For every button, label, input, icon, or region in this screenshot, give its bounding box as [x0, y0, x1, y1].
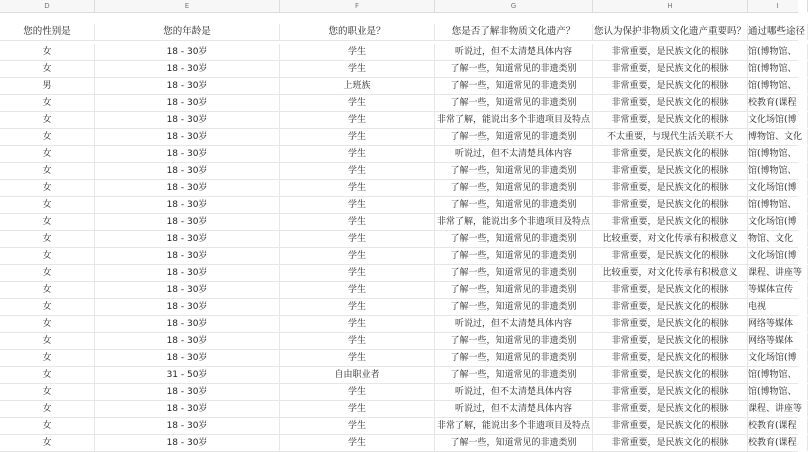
cell-channel[interactable]: 校教育(课程	[748, 435, 808, 451]
header-age[interactable]: 您的年龄是	[95, 24, 280, 40]
cell-job[interactable]: 学生	[280, 418, 435, 434]
cell-know[interactable]: 了解一些，知道常见的非遗类别	[435, 180, 593, 196]
cell-importance[interactable]: 非常重要，是民族文化的根脉	[593, 146, 748, 162]
column-letter-f[interactable]: F	[280, 0, 435, 12]
cell-age[interactable]: 18 - 30岁	[95, 129, 280, 145]
cell-age[interactable]: 18 - 30岁	[95, 61, 280, 77]
cell-know[interactable]: 了解一些，知道常见的非遗类别	[435, 95, 593, 111]
cell-age[interactable]: 18 - 30岁	[95, 197, 280, 213]
cell-channel[interactable]: 馆(博物馆、	[748, 367, 808, 383]
cell-importance[interactable]: 非常重要，是民族文化的根脉	[593, 384, 748, 400]
cell-gender[interactable]: 女	[0, 265, 95, 281]
cell-know[interactable]: 了解一些，知道常见的非遗类别	[435, 265, 593, 281]
cell-importance[interactable]: 非常重要，是民族文化的根脉	[593, 214, 748, 230]
column-letter-i[interactable]: I	[748, 0, 808, 12]
cell-age[interactable]: 18 - 30岁	[95, 299, 280, 315]
table-row	[0, 350, 798, 367]
cell-job[interactable]: 学生	[280, 350, 435, 366]
cell-job[interactable]: 学生	[280, 214, 435, 230]
cell-gender[interactable]: 女	[0, 95, 95, 111]
cell-importance[interactable]: 非常重要，是民族文化的根脉	[593, 367, 748, 383]
cell-importance[interactable]: 比较重要，对文化传承有积极意义	[593, 231, 748, 247]
cell-gender[interactable]: 女	[0, 112, 95, 128]
cell-importance[interactable]: 非常重要，是民族文化的根脉	[593, 95, 748, 111]
cell-job[interactable]: 自由职业者	[280, 367, 435, 383]
cell-channel[interactable]: 电视	[748, 299, 808, 315]
cell-channel[interactable]: 馆(博物馆、	[748, 163, 808, 179]
cell-gender[interactable]: 女	[0, 61, 95, 77]
cell-know[interactable]: 了解一些，知道常见的非遗类别	[435, 78, 593, 94]
cell-importance[interactable]: 非常重要，是民族文化的根脉	[593, 350, 748, 366]
cell-gender[interactable]: 女	[0, 146, 95, 162]
cell-job[interactable]: 学生	[280, 282, 435, 298]
cell-know[interactable]: 了解一些，知道常见的非遗类别	[435, 350, 593, 366]
cell-age[interactable]: 18 - 30岁	[95, 44, 280, 60]
cell-job[interactable]: 学生	[280, 333, 435, 349]
table-row	[0, 214, 798, 231]
cell-job[interactable]: 学生	[280, 180, 435, 196]
cell-gender[interactable]: 女	[0, 163, 95, 179]
cell-age[interactable]: 18 - 30岁	[95, 265, 280, 281]
cell-know[interactable]: 听说过，但不太清楚具体内容	[435, 384, 593, 400]
table-row	[0, 401, 803, 418]
cell-job[interactable]: 学生	[280, 231, 435, 247]
cell-gender[interactable]: 女	[0, 231, 95, 247]
cell-know[interactable]: 了解一些，知道常见的非遗类别	[435, 299, 593, 315]
cell-age[interactable]: 18 - 30岁	[95, 112, 280, 128]
column-letter-g[interactable]: G	[435, 0, 593, 12]
cell-importance[interactable]: 非常重要，是民族文化的根脉	[593, 78, 748, 94]
cell-importance[interactable]: 非常重要，是民族文化的根脉	[593, 112, 748, 128]
cell-age[interactable]: 18 - 30岁	[95, 231, 280, 247]
cell-job[interactable]: 学生	[280, 61, 435, 77]
cell-know[interactable]: 非常了解，能说出多个非遗项目及特点	[435, 214, 593, 230]
cell-channel[interactable]: 馆(博物馆、	[748, 44, 808, 60]
cell-importance[interactable]: 非常重要，是民族文化的根脉	[593, 61, 748, 77]
cell-know[interactable]: 了解一些，知道常见的非遗类别	[435, 163, 593, 179]
cell-channel[interactable]: 博物馆、文化	[748, 129, 808, 145]
cell-channel[interactable]: 文化场馆(博	[748, 350, 808, 366]
cell-know[interactable]: 非常了解，能说出多个非遗项目及特点	[435, 112, 593, 128]
cell-know[interactable]: 了解一些，知道常见的非遗类别	[435, 282, 593, 298]
cell-age[interactable]: 18 - 30岁	[95, 418, 280, 434]
cell-channel[interactable]: 馆(博物馆、	[748, 78, 808, 94]
cell-gender[interactable]: 男	[0, 78, 95, 94]
cell-gender[interactable]: 女	[0, 248, 95, 264]
table-row	[0, 180, 798, 197]
header-gender[interactable]: 您的性别是	[0, 24, 95, 40]
cell-channel[interactable]: 课程、讲座等	[748, 265, 808, 281]
cell-age[interactable]: 18 - 30岁	[95, 384, 280, 400]
cell-gender[interactable]: 女	[0, 214, 95, 230]
cell-job[interactable]: 学生	[280, 384, 435, 400]
cell-channel[interactable]: 馆(博物馆、	[748, 61, 808, 77]
cell-channel[interactable]: 校教育(课程	[748, 418, 808, 434]
cell-importance[interactable]: 非常重要，是民族文化的根脉	[593, 44, 748, 60]
cell-know[interactable]: 听说过，但不太清楚具体内容	[435, 44, 593, 60]
cell-channel[interactable]: 馆(博物馆、	[748, 384, 808, 400]
cell-job[interactable]: 学生	[280, 95, 435, 111]
cell-channel[interactable]: 文化场馆(博	[748, 214, 808, 230]
cell-know[interactable]: 了解一些，知道常见的非遗类别	[435, 197, 593, 213]
cell-job[interactable]: 学生	[280, 248, 435, 264]
table-row	[0, 265, 803, 282]
cell-age[interactable]: 18 - 30岁	[95, 95, 280, 111]
column-letter-h[interactable]: H	[593, 0, 748, 12]
header-job[interactable]: 您的职业是？	[280, 24, 435, 40]
cell-job[interactable]: 学生	[280, 44, 435, 60]
table-row	[0, 231, 798, 248]
cell-channel[interactable]: 网络等媒体	[748, 333, 808, 349]
cell-importance[interactable]: 非常重要，是民族文化的根脉	[593, 248, 748, 264]
cell-gender[interactable]: 女	[0, 333, 95, 349]
cell-importance[interactable]: 非常重要，是民族文化的根脉	[593, 197, 748, 213]
cell-gender[interactable]: 女	[0, 350, 95, 366]
cell-age[interactable]: 18 - 30岁	[95, 316, 280, 332]
cell-age[interactable]: 18 - 30岁	[95, 435, 280, 451]
cell-gender[interactable]: 女	[0, 197, 95, 213]
cell-channel[interactable]: 等媒体宣传	[748, 282, 808, 298]
table-row	[0, 333, 798, 350]
cell-age[interactable]: 18 - 30岁	[95, 214, 280, 230]
cell-know[interactable]: 了解一些，知道常见的非遗类别	[435, 248, 593, 264]
cell-gender[interactable]: 女	[0, 44, 95, 60]
cell-job[interactable]: 学生	[280, 129, 435, 145]
cell-age[interactable]: 31 - 50岁	[95, 367, 280, 383]
cell-gender[interactable]: 女	[0, 129, 95, 145]
cell-channel[interactable]: 馆(博物馆、	[748, 197, 808, 213]
table-row	[0, 248, 798, 265]
column-letter-d[interactable]: D	[0, 0, 95, 12]
cell-know[interactable]: 了解一些，知道常见的非遗类别	[435, 61, 593, 77]
cell-job[interactable]: 学生	[280, 197, 435, 213]
table-row	[0, 197, 798, 214]
cell-channel[interactable]: 物馆、文化	[748, 231, 808, 247]
cell-job[interactable]: 学生	[280, 401, 435, 417]
cell-gender[interactable]: 女	[0, 401, 95, 417]
table-row	[0, 418, 798, 435]
column-letter-e[interactable]: E	[95, 0, 280, 12]
cell-age[interactable]: 18 - 30岁	[95, 248, 280, 264]
cell-age[interactable]: 18 - 30岁	[95, 401, 280, 417]
table-row	[0, 299, 798, 316]
cell-importance[interactable]: 非常重要，是民族文化的根脉	[593, 316, 748, 332]
cell-gender[interactable]: 女	[0, 180, 95, 196]
cell-importance[interactable]: 不太重要，与现代生活关联不大	[593, 129, 748, 145]
cell-know[interactable]: 了解一些，知道常见的非遗类别	[435, 367, 593, 383]
column-header-bar	[0, 0, 798, 13]
cell-importance[interactable]: 非常重要，是民族文化的根脉	[593, 401, 748, 417]
cell-age[interactable]: 18 - 30岁	[95, 146, 280, 162]
table-row	[0, 146, 798, 163]
cell-channel[interactable]: 文化场馆(博	[748, 112, 808, 128]
cell-job[interactable]: 学生	[280, 265, 435, 281]
cell-age[interactable]: 18 - 30岁	[95, 350, 280, 366]
cell-age[interactable]: 18 - 30岁	[95, 282, 280, 298]
cell-job[interactable]: 学生	[280, 163, 435, 179]
cell-gender[interactable]: 女	[0, 316, 95, 332]
cell-job[interactable]: 学生	[280, 435, 435, 451]
cell-importance[interactable]: 非常重要，是民族文化的根脉	[593, 282, 748, 298]
cell-job[interactable]: 学生	[280, 316, 435, 332]
cell-job[interactable]: 上班族	[280, 78, 435, 94]
table-row	[0, 129, 803, 146]
cell-importance[interactable]: 非常重要，是民族文化的根脉	[593, 180, 748, 196]
header-row	[0, 24, 806, 41]
table-row	[0, 44, 798, 61]
cell-channel[interactable]: 课程、讲座等	[748, 401, 808, 417]
cell-channel[interactable]: 网络等媒体	[748, 316, 808, 332]
cell-age[interactable]: 18 - 30岁	[95, 333, 280, 349]
cell-channel[interactable]: 文化场馆(博	[748, 180, 808, 196]
table-row	[0, 282, 798, 299]
header-know[interactable]: 您是否了解非物质文化遗产？	[435, 24, 593, 40]
cell-know[interactable]: 听说过，但不太清楚具体内容	[435, 316, 593, 332]
cell-job[interactable]: 学生	[280, 146, 435, 162]
cell-gender[interactable]: 女	[0, 299, 95, 315]
table-row	[0, 367, 798, 384]
cell-know[interactable]: 了解一些，知道常见的非遗类别	[435, 129, 593, 145]
cell-gender[interactable]: 女	[0, 435, 95, 451]
table-row	[0, 384, 798, 401]
cell-know[interactable]: 了解一些，知道常见的非遗类别	[435, 231, 593, 247]
cell-know[interactable]: 听说过，但不太清楚具体内容	[435, 146, 593, 162]
cell-gender[interactable]: 女	[0, 367, 95, 383]
table-row	[0, 435, 798, 452]
cell-importance[interactable]: 非常重要，是民族文化的根脉	[593, 435, 748, 451]
cell-job[interactable]: 学生	[280, 299, 435, 315]
cell-importance[interactable]: 非常重要，是民族文化的根脉	[593, 418, 748, 434]
cell-channel[interactable]: 馆(博物馆、	[748, 146, 808, 162]
cell-job[interactable]: 学生	[280, 112, 435, 128]
cell-age[interactable]: 18 - 30岁	[95, 180, 280, 196]
table-row	[0, 61, 798, 78]
cell-channel[interactable]: 文化场馆(博	[748, 248, 808, 264]
cell-gender[interactable]: 女	[0, 282, 95, 298]
table-row	[0, 112, 798, 129]
table-row	[0, 95, 798, 112]
cell-gender[interactable]: 女	[0, 384, 95, 400]
cell-importance[interactable]: 非常重要，是民族文化的根脉	[593, 299, 748, 315]
cell-age[interactable]: 18 - 30岁	[95, 163, 280, 179]
table-row	[0, 78, 798, 95]
cell-channel[interactable]: 校教育(课程	[748, 95, 808, 111]
header-importance[interactable]: 您认为保护非物质文化遗产重要吗？	[593, 24, 748, 40]
cell-gender[interactable]: 女	[0, 418, 95, 434]
table-row	[0, 163, 798, 180]
cell-know[interactable]: 非常了解，能说出多个非遗项目及特点	[435, 418, 593, 434]
cell-know[interactable]: 了解一些，知道常见的非遗类别	[435, 333, 593, 349]
cell-age[interactable]: 18 - 30岁	[95, 78, 280, 94]
cell-importance[interactable]: 非常重要，是民族文化的根脉	[593, 163, 748, 179]
table-row	[0, 316, 798, 333]
cell-know[interactable]: 了解一些，知道常见的非遗类别	[435, 435, 593, 451]
cell-importance[interactable]: 比较重要，对文化传承有积极意义	[593, 265, 748, 281]
header-channel[interactable]: 通过哪些途径	[748, 24, 808, 40]
cell-know[interactable]: 听说过，但不太清楚具体内容	[435, 401, 593, 417]
cell-importance[interactable]: 非常重要，是民族文化的根脉	[593, 333, 748, 349]
